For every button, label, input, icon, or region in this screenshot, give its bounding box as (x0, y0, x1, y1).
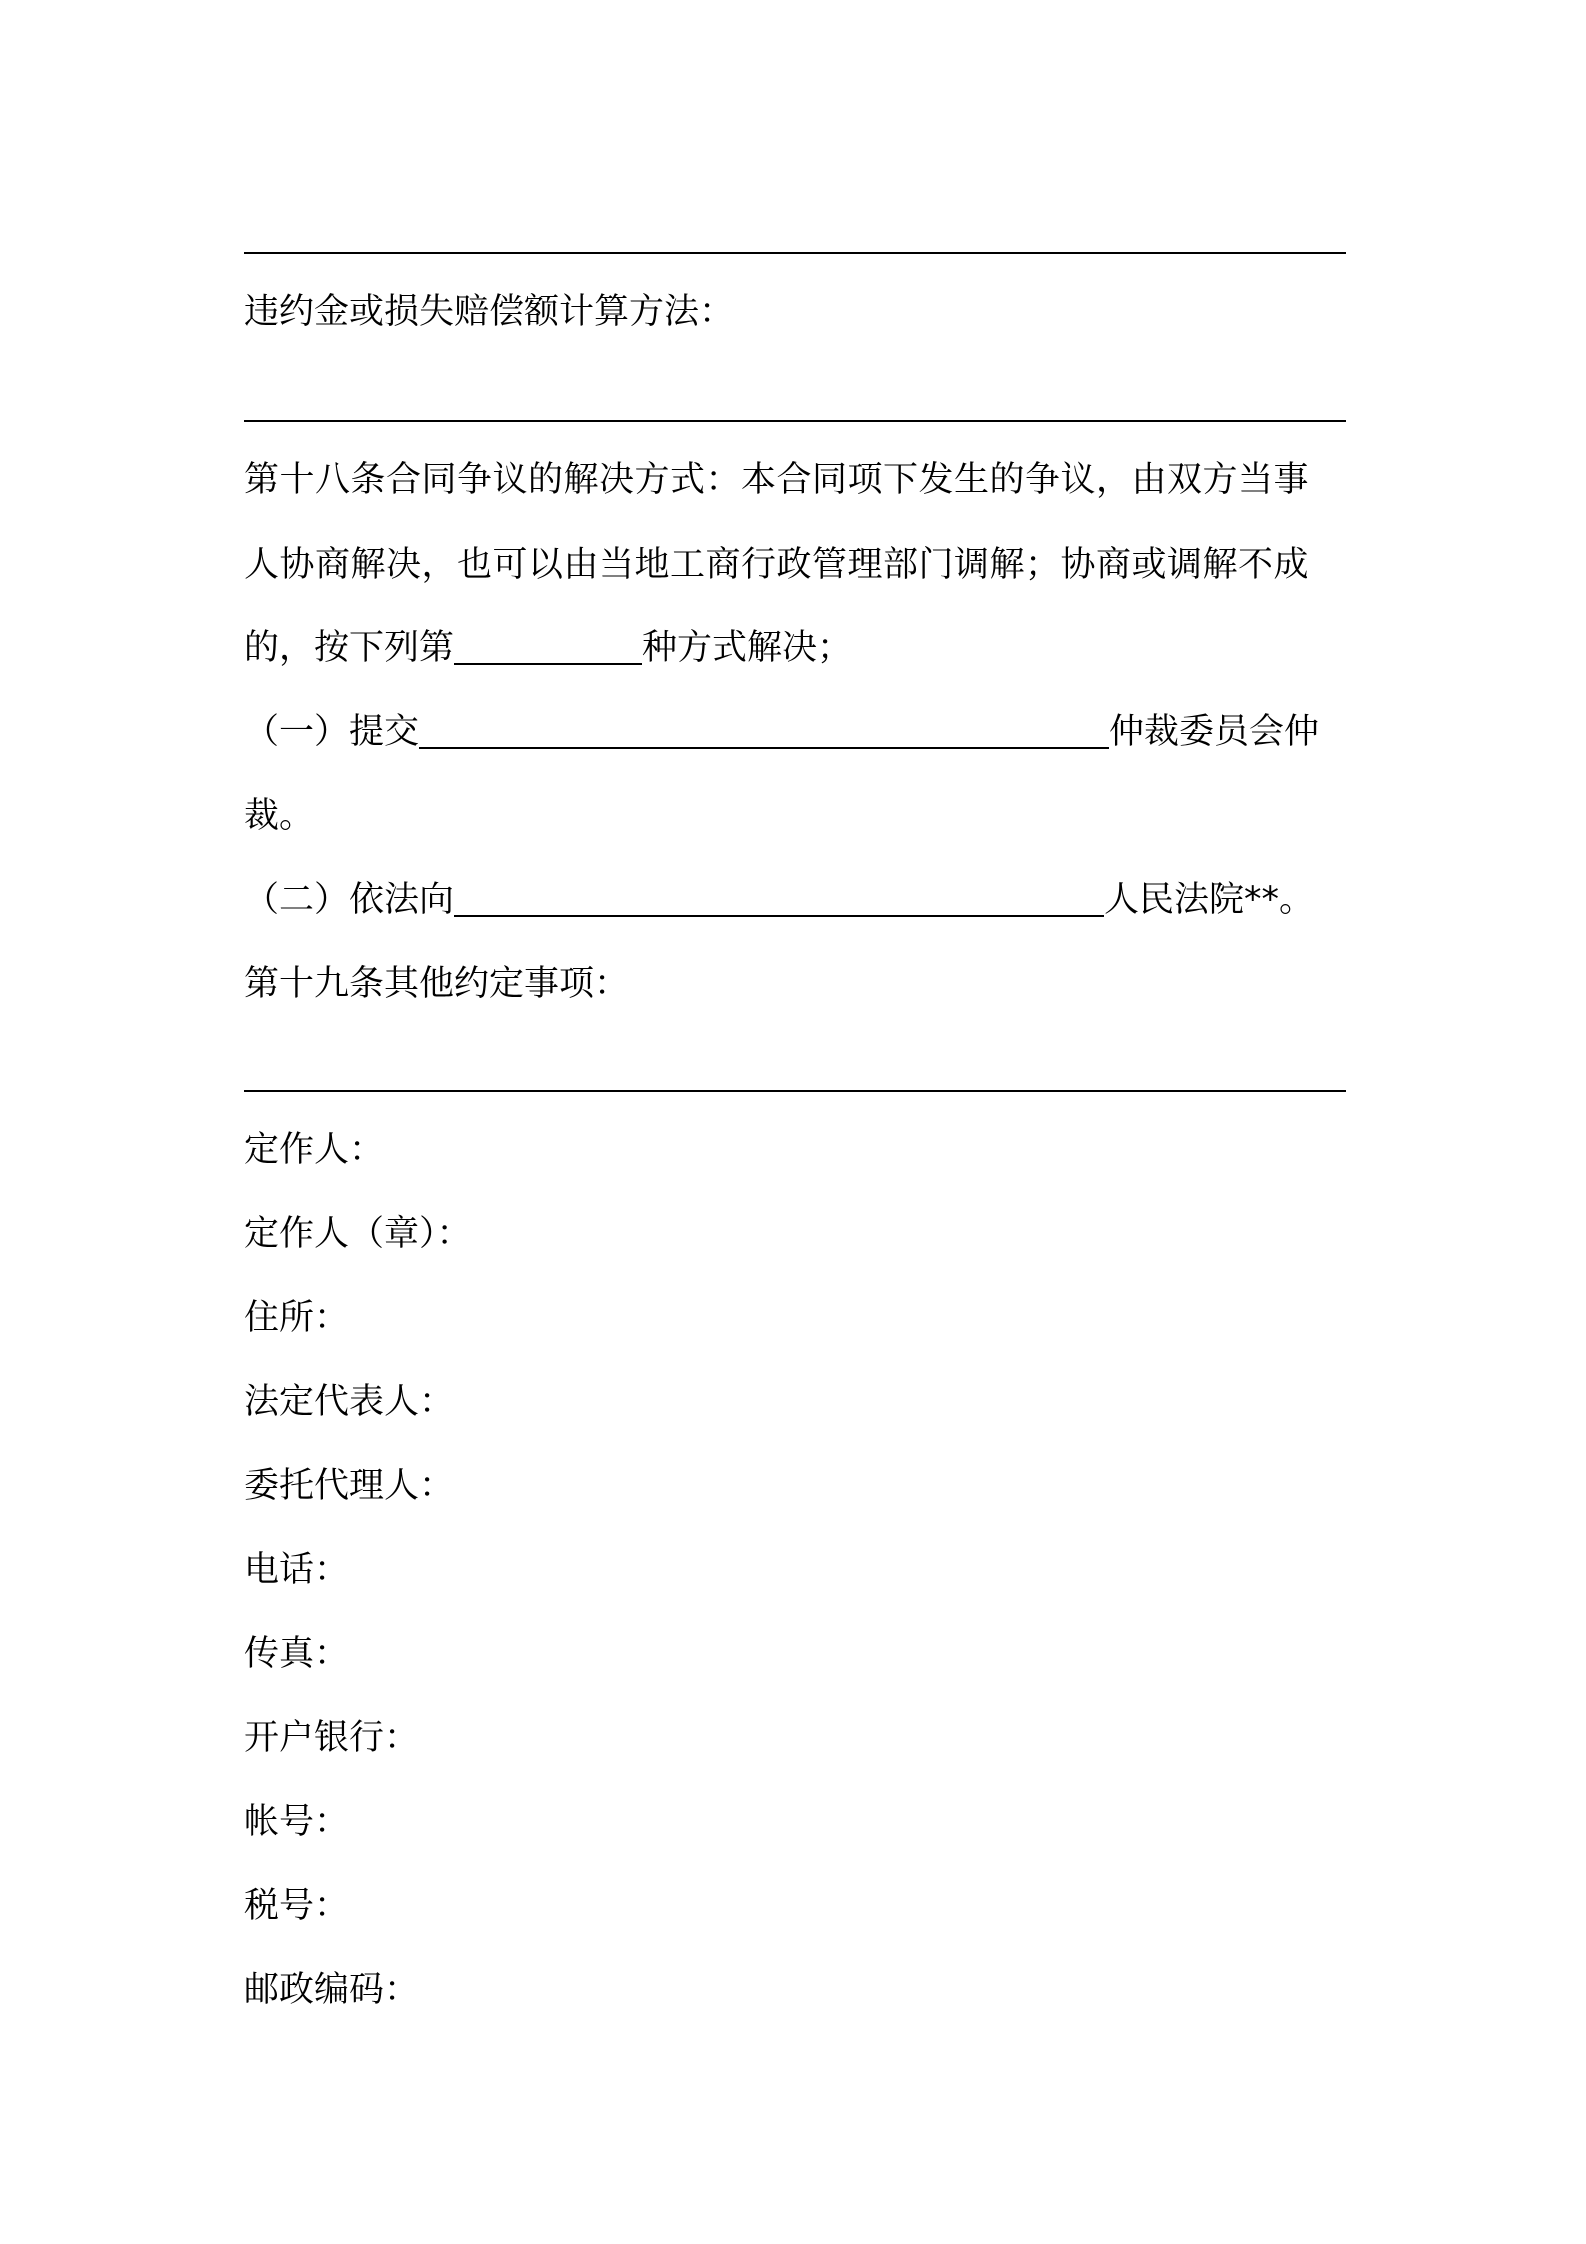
field-contractor: 定作人： (244, 1130, 385, 1170)
article-18-line-1: 第十八条合同争议的解决方式：本合同项下发生的争议，由双方当事 (244, 460, 1310, 500)
blank-rule-article-19 (244, 1090, 1346, 1092)
article-18-line-3 (244, 618, 852, 678)
court-name-blank (454, 879, 1104, 917)
method-number-blank (454, 627, 642, 665)
field-address: 住所： (244, 1298, 350, 1338)
option-2-line (244, 870, 1314, 930)
penalty-calculation-label: 违约金或损失赔偿额计算方法： (244, 292, 735, 332)
option-2-suffix: 人民法院**。 (1104, 880, 1315, 920)
option-1-line (244, 702, 1319, 762)
field-authorized-agent: 委托代理人： (244, 1466, 455, 1506)
field-tax-number: 税号： (244, 1886, 350, 1926)
field-phone: 电话： (244, 1550, 350, 1590)
article-19-label: 第十九条其他约定事项： (244, 964, 630, 1004)
article-18-line-3-prefix: 的，按下列第 (244, 628, 455, 668)
blank-rule-penalty (244, 420, 1346, 422)
field-fax: 传真： (244, 1634, 350, 1674)
field-postal-code: 邮政编码： (244, 1970, 420, 2010)
article-18-line-2: 人协商解决，也可以由当地工商行政管理部门调解；协商或调解不成 (244, 545, 1310, 585)
article-18-line-3-suffix: 种方式解决； (642, 628, 853, 668)
option-2-prefix: （二）依法向 (244, 880, 455, 920)
arbitration-committee-blank (419, 711, 1109, 749)
blank-rule-top (244, 252, 1346, 254)
option-1-prefix: （一）提交 (244, 712, 420, 752)
field-contractor-seal: 定作人（章）： (244, 1214, 472, 1254)
option-1-continuation: 裁。 (244, 796, 315, 836)
field-legal-representative: 法定代表人： (244, 1382, 455, 1422)
field-bank: 开户银行： (244, 1718, 420, 1758)
option-1-suffix: 仲裁委员会仲 (1109, 712, 1320, 752)
field-account-number: 帐号： (244, 1802, 350, 1842)
